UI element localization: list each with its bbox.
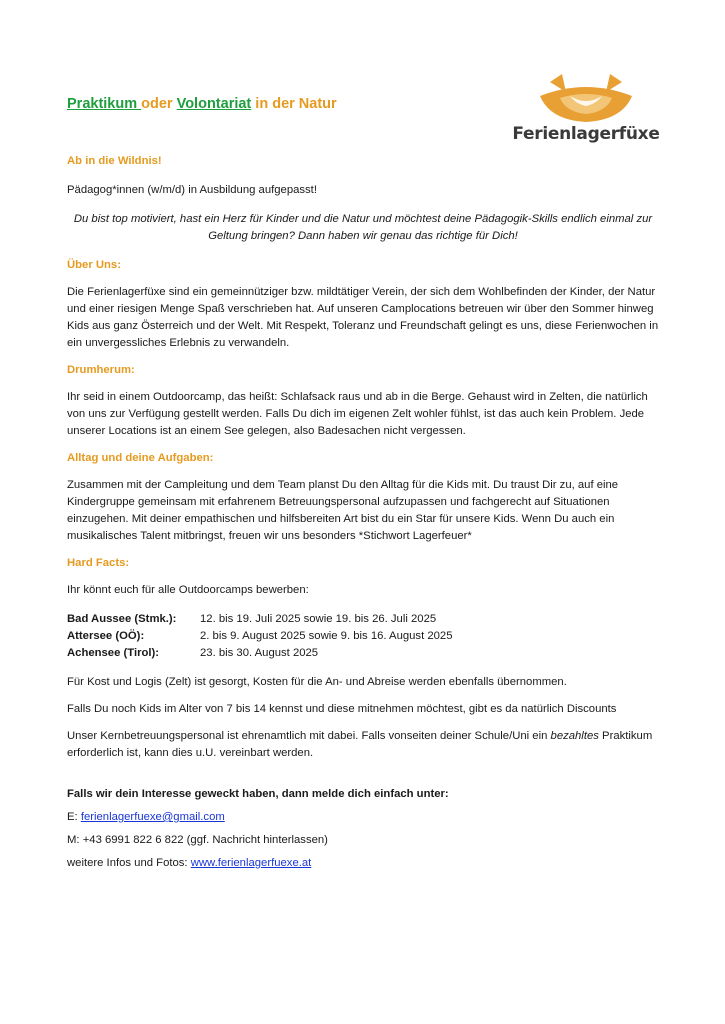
- heading-ueber-uns: Über Uns:: [67, 259, 121, 271]
- contact-phone: M: +43 6991 822 6 822 (ggf. Nachricht hinterlassen): [67, 834, 328, 846]
- about-text: Die Ferienlagerfüxe sind ein gemeinnütziger bzw. mildtätiger Verein, der sich dem Wohlbefinden der Kinder, der Natur und einer riesigen Menge Spaß verschrieben hat. Auf unseren Camplocations betreuen wir über den Sommer hinweg Kids aus ganz Österreich und der Welt. Mit Respekt, Toleranz und Freundschaft gelingt es uns, diese Ferienwochen in ein unvergessliches Erlebnis zu verwandeln.: [67, 286, 659, 349]
- page-title: [67, 96, 337, 112]
- kost-text: Für Kost und Logis (Zelt) ist gesorgt, Kosten für die An- und Abreise werden ebenfalls übernommen.: [67, 676, 567, 688]
- title-volontariat: Volontariat: [176, 96, 252, 112]
- drumherum-text: Ihr seid in einem Outdoorcamp, das heißt: Schlafsack raus und ab in die Berge. Gehaust wird in Zelten, die natürlich von uns zur Verfügung gestellt werden. Falls Du dich im eigenen Zelt wohler fühlst, ist das auch kein Problem. Jede unserer Locations ist an einem See gelegen, also Badesachen nicht vergessen.: [67, 391, 648, 437]
- camp-location: Achensee (Tirol):: [67, 647, 160, 659]
- ehrenamt-bezahltes: bezahltes: [550, 730, 599, 742]
- title-natur: in der Natur: [251, 96, 337, 112]
- ferienlagerfuexe-logo: [510, 72, 662, 158]
- logo-wordmark: Ferienlagerfüxe: [512, 124, 660, 144]
- intro-text: Du bist top motiviert, hast ein Herz für Kinder und die Natur und möchtest deine Pädagogik-Skills endlich einmal zur Geltung bringen? Dann haben wir genau das richtige für Dich!: [73, 213, 653, 242]
- camp-location: Bad Aussee (Stmk.):: [67, 613, 177, 625]
- ehrenamt-part-1: Unser Kernbetreuungspersonal ist ehrenamtlich mit dabei. Falls vonseiten deiner Schule/Uni ein: [67, 730, 551, 742]
- title-praktikum: Praktikum: [67, 96, 142, 112]
- contact-heading: Falls wir dein Interesse geweckt haben, dann melde dich einfach unter:: [67, 788, 449, 800]
- email-label: E:: [67, 811, 81, 823]
- camp-dates: 12. bis 19. Juli 2025 sowie 19. bis 26. Juli 2025: [200, 613, 437, 625]
- heading-wildnis: Ab in die Wildnis!: [67, 155, 162, 167]
- heading-drumherum: Drumherum:: [67, 364, 135, 376]
- contact-email-line: [67, 809, 659, 826]
- alltag-text: Zusammen mit der Campleitung und dem Team planst Du den Alltag für die Kids mit. Du traust Dir zu, auf eine Kindergruppe gemeinsam mit erfahrenem Betreuungspersonal aufzupassen und fachgerecht auf Situationen einzugehen. Mit deiner empathischen und hilfsbereiten Art bist du ein Star für unsere Kids. Wenn Du auch ein musikalisches Talent mitbringst, freuen wir uns besonders *Stichwort Lagerfeuer*: [67, 479, 619, 542]
- kids-discount-text: Falls Du noch Kids im Alter von 7 bis 14 kennst und diese mitnehmen möchtest, gibt es da natürlich Discounts: [67, 703, 617, 715]
- facts-lead: Ihr könnt euch für alle Outdoorcamps bewerben:: [67, 584, 309, 596]
- email-link[interactable]: ferienlagerfuexe@gmail.com: [80, 811, 225, 823]
- camp-dates-list: [67, 611, 659, 662]
- camp-dates: 23. bis 30. August 2025: [200, 647, 319, 659]
- camp-location: Attersee (OÖ):: [67, 630, 145, 642]
- heading-alltag: Alltag und deine Aufgaben:: [67, 452, 214, 464]
- web-label: weitere Infos und Fotos:: [67, 857, 191, 869]
- title-oder: oder: [141, 96, 177, 112]
- heading-hard-facts: Hard Facts:: [67, 557, 130, 569]
- contact-web-line: [67, 855, 659, 872]
- main-content: [67, 153, 659, 872]
- website-link[interactable]: www.ferienlagerfuexe.at: [190, 857, 312, 869]
- subline: Pädagog*innen (w/m/d) in Ausbildung aufgepasst!: [67, 184, 317, 196]
- fox-logo-icon: [510, 72, 662, 128]
- ehrenamt-text: [67, 728, 659, 762]
- camp-dates: 2. bis 9. August 2025 sowie 9. bis 16. August 2025: [200, 630, 453, 642]
- ehrenamt-part-2: Praktikum erforderlich ist, kann dies u.U. vereinbart werden.: [67, 730, 653, 759]
